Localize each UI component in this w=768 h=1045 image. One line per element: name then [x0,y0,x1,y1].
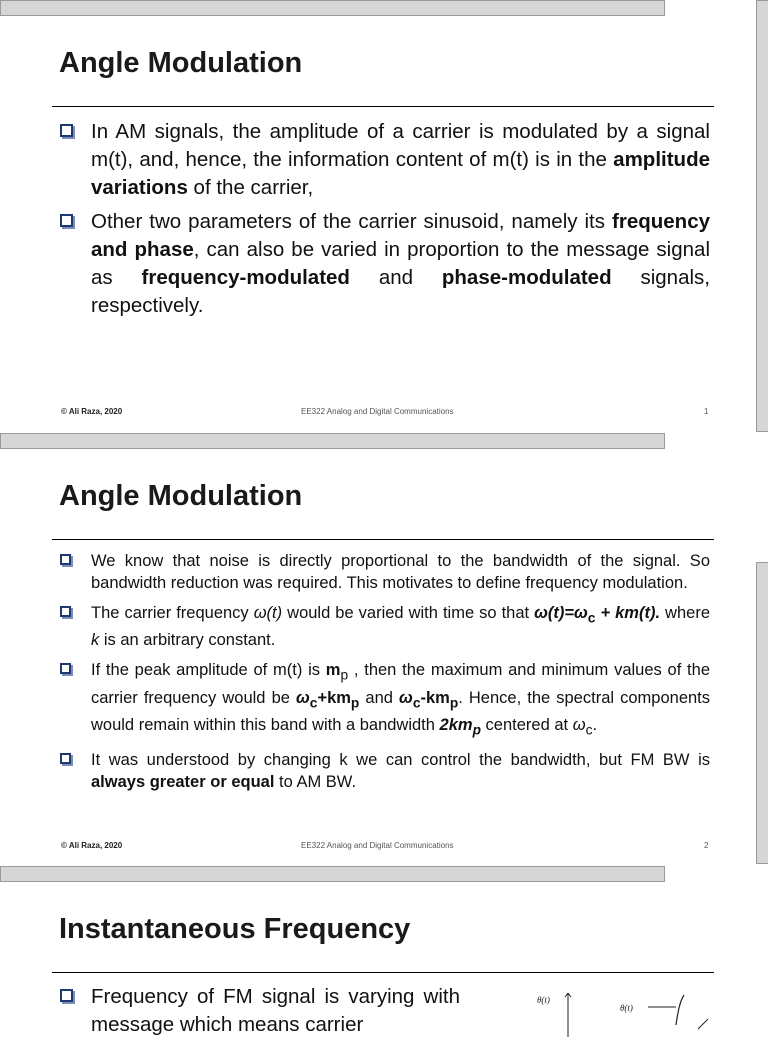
checkbox-bullet-icon [60,753,71,764]
graph-curve-label: θ(t) [620,1003,633,1013]
checkbox-bullet-icon [60,124,73,137]
footer-author: © Ali Raza, 2020 [61,841,123,850]
title-divider [52,972,714,973]
graph-axis-label: θ(t) [537,995,550,1005]
bullet-list [60,983,460,1045]
slide-separator-bar [0,433,665,449]
checkbox-bullet-icon [60,663,71,674]
slide-2 [0,449,768,866]
list-item: In AM signals, the amplitude of a carrier is modulated by a signal m(t), and, hence, the information content of m(t) is in the amplitude variations of the carrier, [60,118,710,202]
list-item: If the peak amplitude of m(t) is $m_p$ , then the maximum and minimum values of the carrier frequency would be $\omega_c+km_p$ and $\omega_c-km_p$. Hence, the spectral components would remain within this band with a bandwidth $2km_p$ centered at $\omega_c$. [60,659,710,741]
list-item: It was understood by changing k we can control the bandwidth, but FM BW is always greater or equal to AM BW. [60,749,710,793]
slide-separator-bar [0,866,665,882]
footer-page-number: 1 [704,407,709,416]
footer-course: EE322 Analog and Digital Communications [301,841,454,850]
footer-page-number: 2 [704,841,709,850]
list-item: The carrier frequency ω(t) would be varied with time so that $\omega(t)=\omega_c + km(t)$. where k is an arbitrary constant. [60,602,710,651]
slide-title: Angle Modulation [59,47,303,79]
phase-graph-figure [528,987,768,1037]
list-item: We know that noise is directly proportional to the bandwidth of the signal. So bandwidth reduction was required. This motivates to define frequency modulation. [60,550,710,594]
slide-title: Angle Modulation [59,480,303,512]
title-divider [52,106,714,107]
slide-3 [0,882,768,1036]
bullet-list [60,118,710,326]
title-divider [52,539,714,540]
bullet-list [60,550,710,801]
list-item: Frequency of FM signal is varying with message which means carrier [60,983,460,1039]
checkbox-bullet-icon [60,989,73,1002]
checkbox-bullet-icon [60,554,71,565]
checkbox-bullet-icon [60,606,71,617]
list-item: Other two parameters of the carrier sinusoid, namely its frequency and phase, can also be varied in proportion to the message signal as frequency-modulated and phase-modulated signals, respectively. [60,208,710,320]
footer-author: © Ali Raza, 2020 [61,407,123,416]
footer-course: EE322 Analog and Digital Communications [301,407,454,416]
slide-title: Instantaneous Frequency [59,913,411,945]
slide-1 [0,0,768,433]
checkbox-bullet-icon [60,214,73,227]
